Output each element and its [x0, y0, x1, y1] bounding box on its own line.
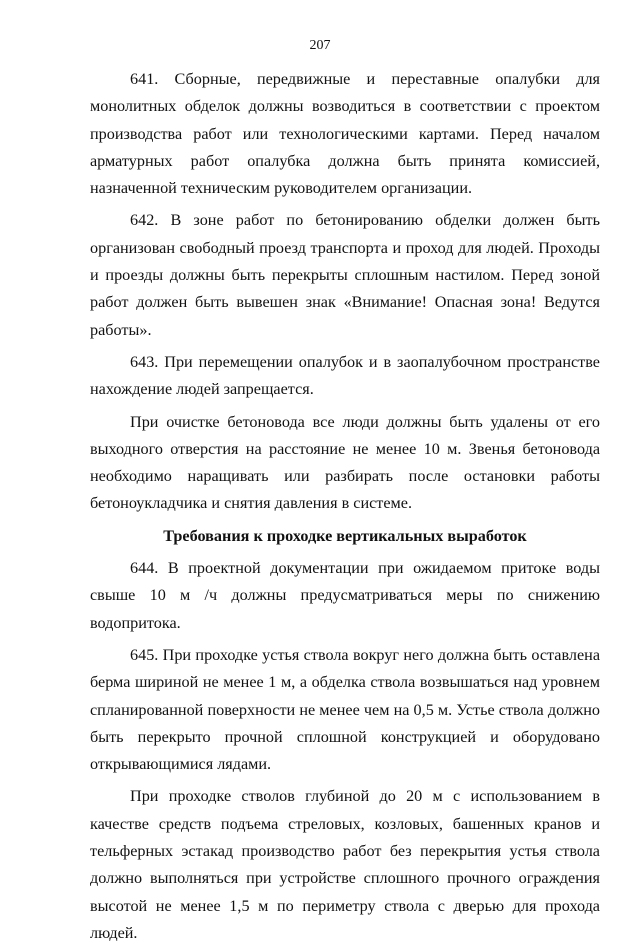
paragraph-shaft-sinking: При проходке стволов глубиной до 20 м с использованием в качестве средств подъема стреловых, козловых, башенных кранов и тельферных эстакад производство работ без перекрытия устья ствола должно выполняться при устройстве сплошного прочного ограждения высотой не менее 1,5 м по периметру ствола с дверью для прохода людей.: [90, 787, 600, 942]
paragraph-concrete-pipe-cleaning: При очистке бетоновода все люди должны быть удалены от его выходного отверстия на расстояние не менее 10 м. Звенья бетоновода необходимо наращивать или разбирать после остановки работы бетоноукладчика и снятия давления в системе.: [90, 412, 600, 513]
paragraph-642: 642. В зоне работ по бетонированию обделки должен быть организован свободный проезд транспорта и проход для людей. Проходы и проезды должны быть перекрыты сплошным настилом. Перед зоной работ должен быть вывешен знак «Внимание! Опасная зона! Ведутся работы».: [90, 211, 600, 339]
paragraph-641: 641. Сборные, передвижные и переставные опалубки для монолитных обделок должны возводиться в соответствии с проектом производства работ или технологическими картами. Перед началом арматурных работ опалубка должна быть принята комиссией, назначенной техническим руководителем организации.: [90, 70, 600, 198]
page-number: 207: [309, 38, 331, 53]
paragraph-643: 643. При перемещении опалубок и в заопалубочном пространстве нахождение людей запрещается.: [90, 352, 600, 399]
paragraph-645: 645. При проходке устья ствола вокруг него должна быть оставлена берма шириной не менее 1 м, а обделка ствола возвышаться над уровнем спланированной поверхности не менее чем на 0,5 м. Устье ствола должно быть перекрыто прочной сплошной конструкцией и оборудовано открывающимися лядами.: [90, 645, 600, 774]
paragraph-644: 644. В проектной документации при ожидаемом притоке воды свыше 10 м /ч должны предусматриваться меры по снижению водопритока.: [90, 559, 600, 632]
section-heading: Требования к проходке вертикальных выработок: [163, 526, 527, 545]
document-body: [90, 66, 600, 952]
